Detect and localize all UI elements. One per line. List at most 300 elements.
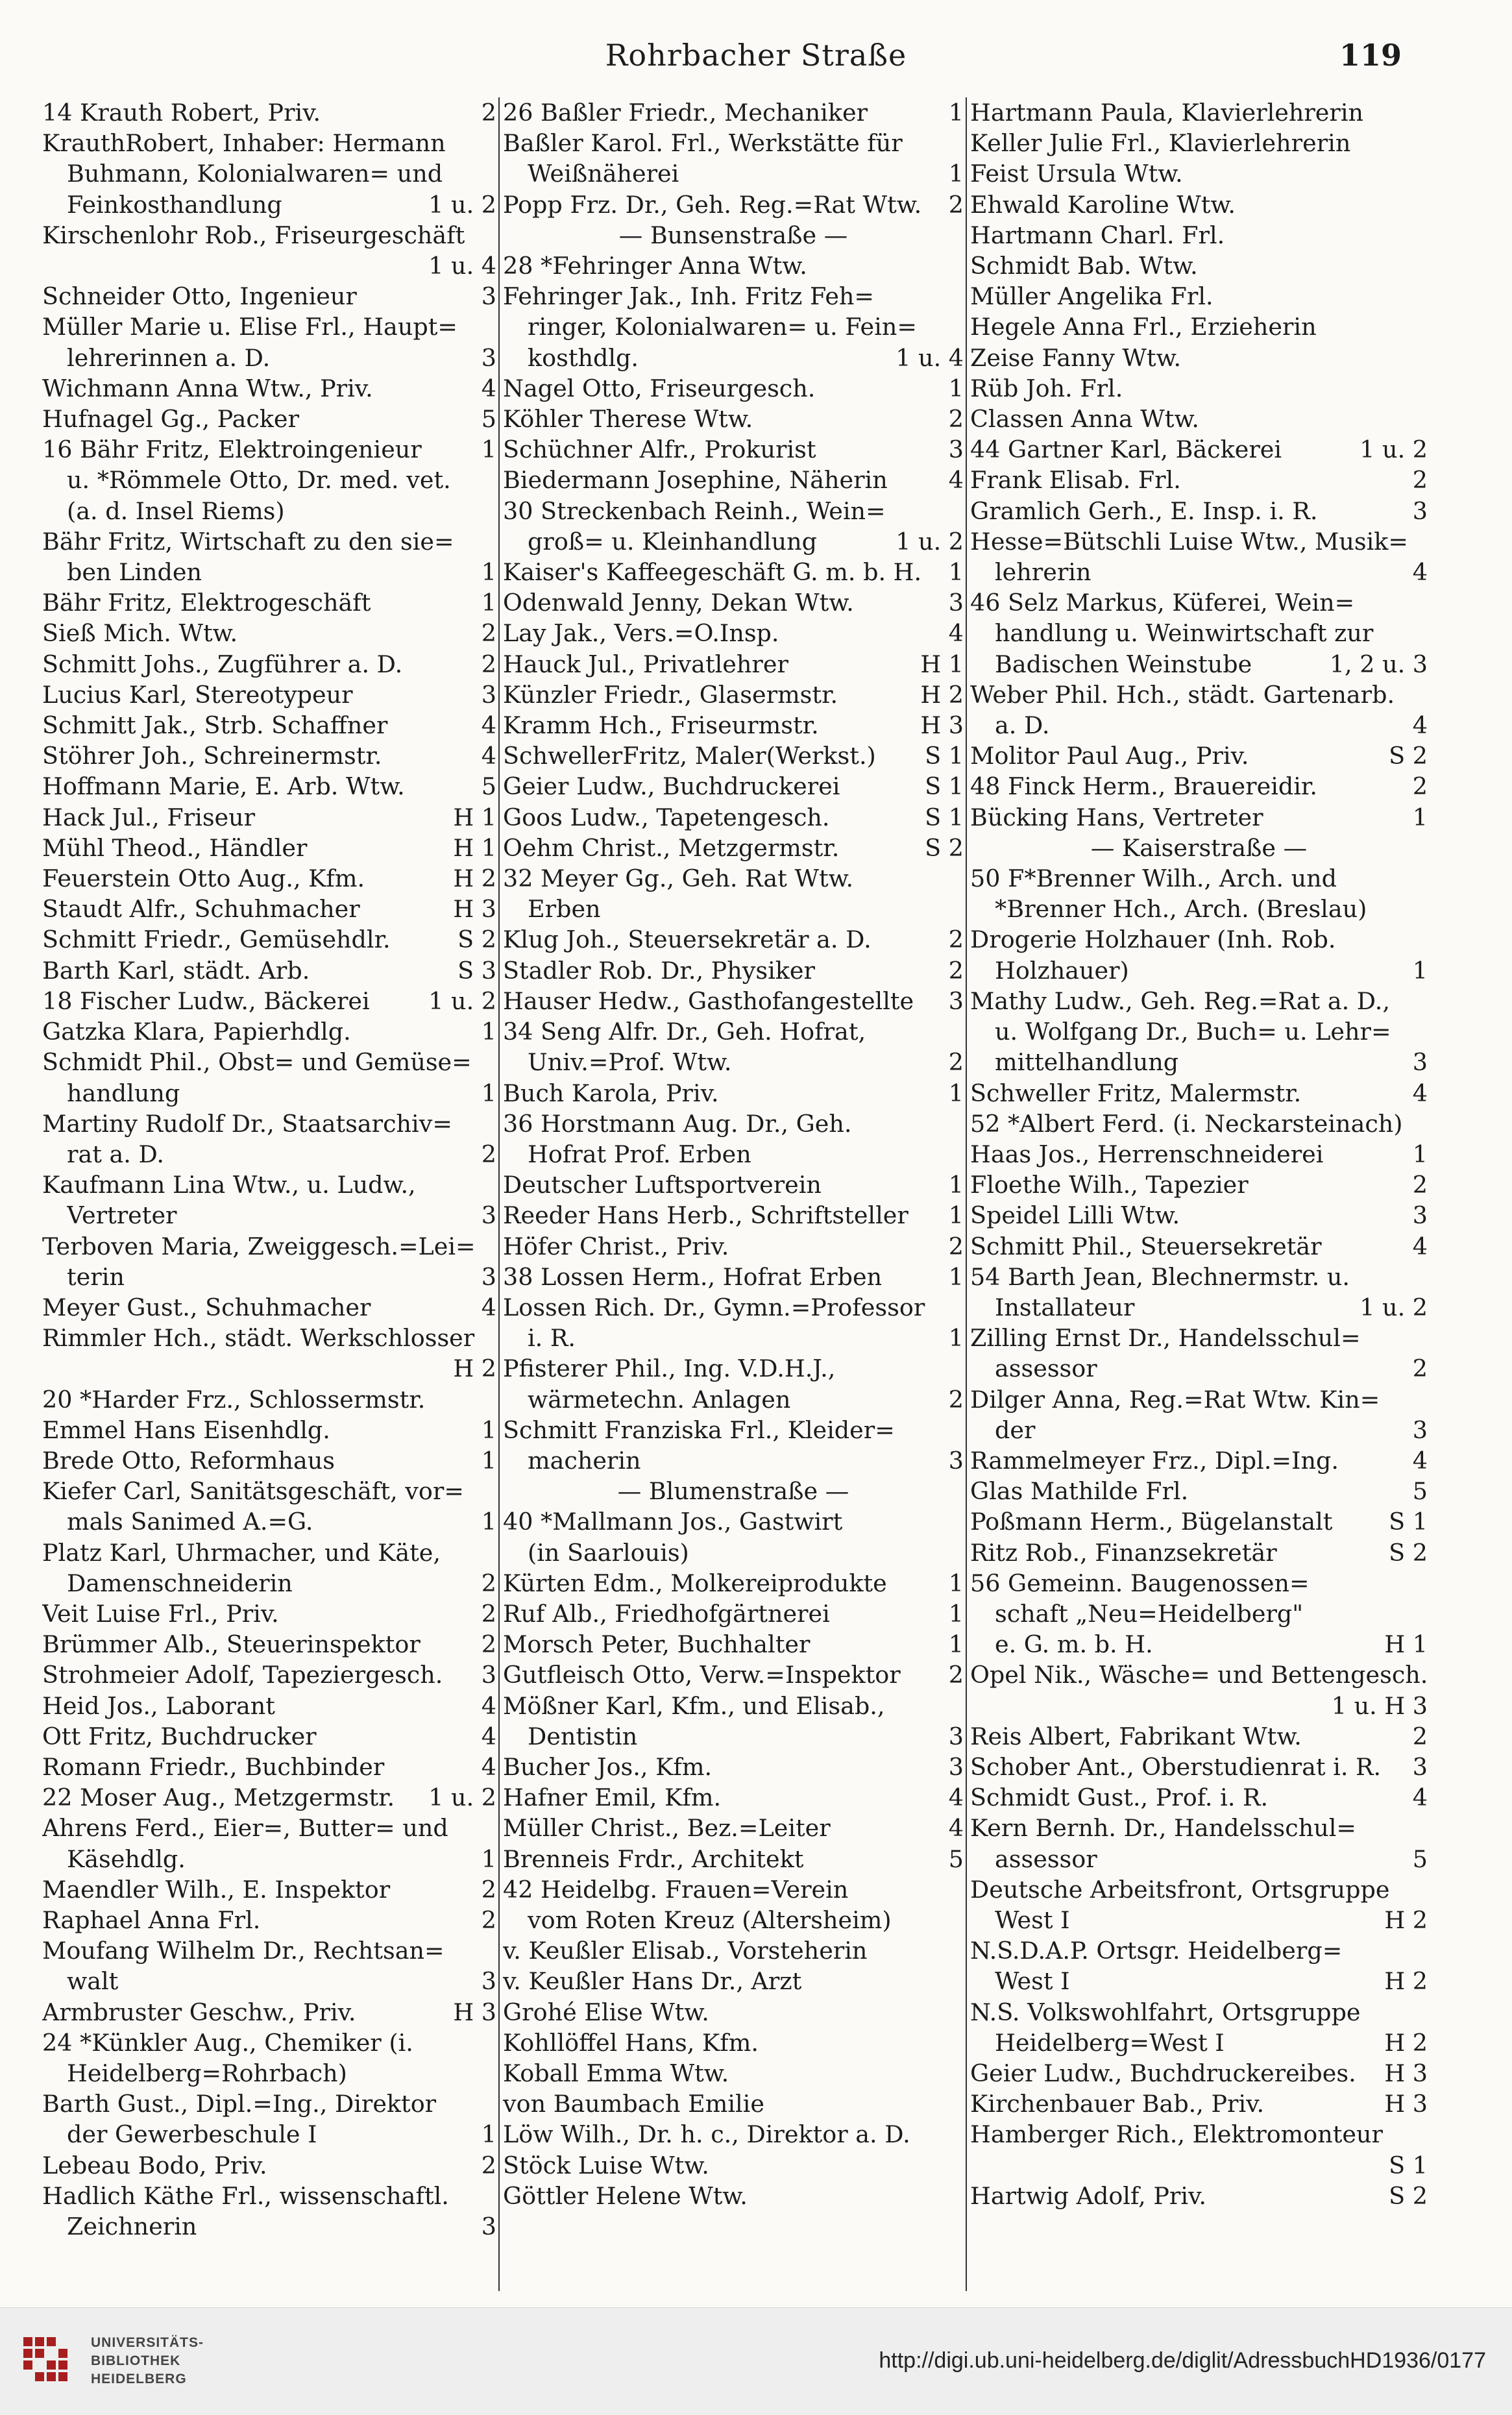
floor-number: 2: [948, 1385, 964, 1414]
floor-number: 4: [1412, 1784, 1428, 1812]
entry-text: 22 Moser Aug., Metzgermstr.: [42, 1784, 395, 1812]
entry-text: Buhmann, Kolonialwaren= und: [67, 160, 443, 188]
entry-text: Bucher Jos., Kfm.: [503, 1752, 713, 1781]
directory-entry: [970, 251, 1428, 281]
floor-number: H 3: [453, 895, 496, 924]
directory-entry: [970, 128, 1428, 158]
directory-entry: [970, 373, 1428, 404]
directory-entry: [970, 802, 1428, 833]
entry-text: von Baumbach Emilie: [503, 2090, 764, 2118]
entry-text: Schmidt Bab. Wtw.: [970, 252, 1198, 280]
directory-entry: [503, 1200, 964, 1231]
floor-number: S 3: [457, 956, 496, 985]
directory-entry: [42, 496, 496, 526]
directory-entry: [42, 465, 496, 495]
library-name-line: HEIDELBERG: [91, 2372, 187, 2386]
floor-number: S 1: [1389, 2151, 1428, 2179]
entry-text: handlung u. Weinwirtschaft zur: [995, 619, 1374, 648]
directory-entry: [42, 1813, 496, 1843]
floor-number: 3: [1412, 1416, 1428, 1444]
entry-text: Maendler Wilh., E. Inspektor: [42, 1875, 391, 1904]
floor-number: H 3: [920, 711, 964, 740]
entry-text: Brümmer Alb., Steuerinspektor: [42, 1630, 421, 1659]
entry-text: Floethe Wilh., Tapezier: [970, 1171, 1249, 1199]
floor-number: 1: [948, 160, 964, 188]
floor-number: 2: [481, 619, 496, 648]
floor-number: 1: [481, 2120, 496, 2149]
entry-text: Heid Jos., Laborant: [42, 1691, 275, 1720]
library-name: [91, 2334, 204, 2388]
directory-entry: [503, 1568, 964, 1599]
directory-entry: [503, 986, 964, 1016]
directory-entry: [42, 924, 496, 955]
directory-entry: [970, 220, 1428, 251]
directory-entry: [503, 1629, 964, 1660]
directory-entry: [503, 1292, 964, 1323]
entry-text: Schmidt Phil., Obst= und Gemüse=: [42, 1048, 472, 1077]
entry-text: Schmitt Franziska Frl., Kleider=: [503, 1416, 895, 1444]
entry-text: Veit Luise Frl., Priv.: [42, 1599, 279, 1628]
directory-entry: [503, 1231, 964, 1262]
floor-number: 1: [481, 589, 496, 617]
directory-entry: [503, 1353, 964, 1384]
directory-entry: [970, 1476, 1428, 1506]
entry-text: Schober Ant., Oberstudienrat i. R.: [970, 1752, 1382, 1781]
entry-text: ben Linden: [67, 558, 202, 587]
floor-number: 4: [1412, 1232, 1428, 1260]
floor-number: 3: [481, 2213, 496, 2241]
entry-text: Univ.=Prof. Wtw.: [528, 1048, 732, 1077]
directory-entry: [970, 649, 1428, 680]
directory-entry: [503, 1782, 964, 1813]
floor-number: S 2: [457, 926, 496, 954]
entry-text: 16 Bähr Fritz, Elektroingenieur: [42, 435, 422, 464]
directory-entry: [42, 343, 496, 373]
floor-number: 1: [948, 1262, 964, 1291]
directory-entry: [503, 618, 964, 648]
directory-entry: [42, 1599, 496, 1629]
entry-text: v. Keußler Elisab., Vorsteherin: [503, 1937, 868, 1965]
entry-text: Zeise Fanny Wtw.: [970, 343, 1182, 372]
entry-text: 20 *Harder Frz., Schlossermstr.: [42, 1385, 426, 1414]
entry-text: Opel Nik., Wäsche= und Bettengesch.: [970, 1661, 1428, 1689]
directory-entry: [970, 1752, 1428, 1782]
street-section-heading: [503, 1476, 964, 1506]
directory-entry: [42, 1139, 496, 1170]
entry-text: Haas Jos., Herrenschneiderei: [970, 1140, 1324, 1168]
directory-entry: [503, 1384, 964, 1415]
entry-text: Holzhauer): [995, 956, 1129, 985]
entry-text: Vertreter: [67, 1201, 177, 1230]
directory-entry: [42, 2211, 496, 2242]
directory-column-3: [970, 97, 1428, 2291]
entry-text: Hafner Emil, Kfm.: [503, 1784, 722, 1812]
directory-entry: [503, 97, 964, 128]
floor-number: H 1: [453, 833, 496, 862]
entry-text: Ott Fritz, Buchdrucker: [42, 1722, 317, 1750]
directory-entry: [42, 251, 496, 281]
floor-number: 1: [481, 1018, 496, 1046]
entry-text: Göttler Helene Wtw.: [503, 2181, 748, 2210]
entry-text: Hesse=Bütschli Luise Wtw., Musik=: [970, 527, 1408, 556]
floor-number: 3: [1412, 1201, 1428, 1230]
directory-entry: [503, 1016, 964, 1047]
entry-text: assessor: [995, 1845, 1097, 1873]
entry-text: Löw Wilh., Dr. h. c., Direktor a. D.: [503, 2120, 910, 2149]
directory-entry: [970, 2089, 1428, 2119]
entry-text: Kern Bernh. Dr., Handelsschul=: [970, 1814, 1356, 1843]
floor-number: 3: [481, 1262, 496, 1291]
floor-number: 1: [948, 1324, 964, 1353]
floor-number: 4: [948, 619, 964, 648]
entry-text: Schmitt Jak., Strb. Schaffner: [42, 711, 388, 740]
entry-text: 34 Seng Alfr. Dr., Geh. Hofrat,: [503, 1018, 866, 1046]
directory-entry: [970, 1506, 1428, 1537]
floor-number: H 2: [1384, 1967, 1428, 1996]
entry-text: Molitor Paul Aug., Priv.: [970, 742, 1249, 770]
directory-entry: [503, 373, 964, 404]
floor-number: S 2: [925, 833, 964, 862]
entry-text: 28 *Fehringer Anna Wtw.: [503, 252, 807, 280]
entry-text: 30 Streckenbach Reinh., Wein=: [503, 496, 886, 525]
directory-entry: [503, 1109, 964, 1139]
floor-number: 4: [481, 1293, 496, 1321]
floor-number: 2: [481, 1875, 496, 1904]
entry-text: 36 Horstmann Aug. Dr., Geh.: [503, 1109, 852, 1138]
directory-entry: [970, 1231, 1428, 1262]
floor-number: 3: [481, 1661, 496, 1689]
directory-entry: [503, 1047, 964, 1077]
directory-entry: [42, 618, 496, 648]
directory-entry: [42, 220, 496, 251]
entry-text: Installateur: [995, 1293, 1135, 1321]
entry-text: Müller Angelika Frl.: [970, 282, 1213, 311]
floor-number: 1: [948, 1569, 964, 1597]
directory-entry: [970, 190, 1428, 220]
entry-text: Hack Jul., Friseur: [42, 803, 256, 831]
entry-text: KrauthRobert, Inhaber: Hermann: [42, 129, 446, 158]
directory-entry: [970, 1966, 1428, 1996]
entry-text: Lucius Karl, Stereotypeur: [42, 680, 353, 709]
directory-entry: [503, 1323, 964, 1353]
entry-text: Mathy Ludw., Geh. Reg.=Rat a. D.,: [970, 987, 1390, 1015]
directory-entry: [42, 1935, 496, 1966]
floor-number: 3: [948, 1722, 964, 1750]
entry-text: West I: [995, 1967, 1070, 1996]
directory-entry: [42, 97, 496, 128]
directory-entry: [42, 1506, 496, 1537]
floor-number: 3: [948, 1752, 964, 1781]
entry-text: Lebeau Bodo, Priv.: [42, 2151, 267, 2179]
entry-text: Stöhrer Joh., Schreinermstr.: [42, 742, 382, 770]
directory-entry: [42, 1874, 496, 1905]
entry-text: Zeichnerin: [67, 2213, 197, 2241]
street-section-heading: [970, 833, 1428, 863]
entry-text: Pfisterer Phil., Ing. V.D.H.J.,: [503, 1355, 836, 1383]
directory-entry: [503, 128, 964, 158]
floor-number: 2: [1412, 1722, 1428, 1750]
entry-text: lehrerin: [995, 558, 1091, 587]
directory-entry: [42, 434, 496, 465]
directory-entry: [503, 741, 964, 771]
entry-text: Goos Ludw., Tapetengesch.: [503, 803, 830, 831]
directory-entry: [42, 680, 496, 710]
directory-entry: [503, 1139, 964, 1170]
page-number: 119: [1339, 38, 1402, 73]
entry-text: 14 Krauth Robert, Priv.: [42, 99, 321, 127]
directory-entry: [42, 2058, 496, 2089]
floor-number: 5: [1412, 1845, 1428, 1873]
floor-number: 5: [481, 405, 496, 434]
entry-text: Koball Emma Wtw.: [503, 2059, 729, 2087]
entry-text: Mühl Theod., Händler: [42, 833, 308, 862]
directory-entry: [970, 1353, 1428, 1384]
directory-entry: [503, 434, 964, 465]
entry-text: Schweller Fritz, Malermstr.: [970, 1079, 1302, 1107]
entry-text: Hauser Hedw., Gasthofangestellte: [503, 987, 914, 1015]
entry-text: Zilling Ernst Dr., Handelsschul=: [970, 1324, 1361, 1353]
directory-entry: [503, 1905, 964, 1935]
entry-text: Rammelmeyer Frz., Dipl.=Ing.: [970, 1446, 1339, 1475]
directory-entry: [503, 2058, 964, 2089]
entry-text: Romann Friedr., Buchbinder: [42, 1752, 385, 1781]
entry-text: 56 Gemeinn. Baugenossen=: [970, 1569, 1310, 1597]
directory-entry: [503, 190, 964, 220]
floor-number: H 1: [453, 803, 496, 831]
entry-text: Stadler Rob. Dr., Physiker: [503, 956, 815, 985]
floor-number: 2: [481, 1140, 496, 1168]
floor-number: 2: [1412, 1355, 1428, 1383]
directory-entry: [42, 1691, 496, 1721]
directory-entry: [503, 1415, 964, 1445]
floor-number: 3: [481, 680, 496, 709]
directory-entry: [970, 1538, 1428, 1568]
directory-entry: [970, 312, 1428, 342]
directory-entry: [42, 158, 496, 189]
directory-entry: [42, 1905, 496, 1935]
entry-text: Hamberger Rich., Elektromonteur: [970, 2120, 1383, 2149]
floor-number: 1: [948, 1630, 964, 1659]
directory-entry: [42, 1016, 496, 1047]
directory-entry: [970, 496, 1428, 526]
directory-entry: [970, 465, 1428, 495]
directory-entry: [503, 894, 964, 924]
directory-entry: [42, 2119, 496, 2150]
directory-entry: [970, 1323, 1428, 1353]
entry-text: 24 *Künkler Aug., Chemiker (i.: [42, 2028, 413, 2057]
permalink-url[interactable]: http://digi.ub.uni-heidelberg.de/diglit/AdressbuchHD1936/0177: [879, 2348, 1486, 2373]
directory-entry: [970, 1445, 1428, 1476]
entry-text: Damenschneiderin: [67, 1569, 293, 1597]
floor-number: 2: [1412, 466, 1428, 495]
page-title: Rohrbacher Straße: [605, 38, 907, 73]
entry-text: 32 Meyer Gg., Geh. Rat Wtw.: [503, 864, 854, 893]
directory-entry: [42, 2150, 496, 2181]
entry-text: Bähr Fritz, Elektrogeschäft: [42, 589, 371, 617]
floor-number: 2: [481, 1906, 496, 1934]
directory-entry: [503, 1506, 964, 1537]
directory-entry: [42, 863, 496, 894]
entry-text: Hoffmann Marie, E. Arb. Wtw.: [42, 772, 405, 801]
entry-text: Barth Karl, städt. Arb.: [42, 956, 310, 985]
floor-number: S 1: [1389, 1508, 1428, 1536]
directory-entry: [503, 526, 964, 557]
entry-text: Fehringer Jak., Inh. Fritz Feh=: [503, 282, 875, 311]
entry-text: vom Roten Kreuz (Altersheim): [528, 1906, 892, 1934]
directory-entry: [970, 2181, 1428, 2211]
entry-text: [970, 1691, 1326, 1721]
floor-number: 4: [481, 1752, 496, 1781]
entry-text: — Blumenstraße —: [617, 1477, 849, 1506]
directory-entry: [503, 158, 964, 189]
entry-text: wärmetechn. Anlagen: [528, 1385, 791, 1414]
directory-entry: [503, 496, 964, 526]
directory-entry: [42, 2181, 496, 2211]
entry-text: Ruf Alb., Friedhofgärtnerei: [503, 1599, 830, 1628]
entry-text: — Bunsenstraße —: [618, 221, 848, 249]
directory-entry: [970, 1997, 1428, 2028]
entry-text: Kramm Hch., Friseurmstr.: [503, 711, 819, 740]
directory-entry: [503, 771, 964, 802]
directory-entry: [970, 2150, 1428, 2181]
entry-text: Brenneis Frdr., Architekt: [503, 1845, 804, 1873]
entry-text: Grohé Elise Wtw.: [503, 1998, 709, 2026]
floor-number: 1: [948, 558, 964, 587]
floor-number: 4: [481, 374, 496, 402]
floor-number: S 2: [1389, 2181, 1428, 2210]
entry-text: Rüb Joh. Frl.: [970, 374, 1123, 402]
floor-number: 1: [481, 1845, 496, 1873]
floor-number: 2: [1412, 1171, 1428, 1199]
directory-entry: [42, 955, 496, 986]
entry-text: Martiny Rudolf Dr., Staatsarchiv=: [42, 1109, 452, 1138]
entry-text: Kaiser's Kaffeegeschäft G. m. b. H.: [503, 558, 922, 587]
entry-text: Moufang Wilhelm Dr., Rechtsan=: [42, 1937, 445, 1965]
floor-number: 1: [948, 1599, 964, 1628]
directory-entry: [970, 1813, 1428, 1843]
floor-number: 4: [948, 1814, 964, 1843]
directory-entry: [503, 465, 964, 495]
directory-entry: [970, 1415, 1428, 1445]
floor-number: 2: [948, 405, 964, 434]
entry-text: mals Sanimed A.=G.: [67, 1508, 313, 1536]
directory-entry: [503, 1599, 964, 1629]
floor-number: 5: [948, 1845, 964, 1873]
entry-text: 38 Lossen Herm., Hofrat Erben: [503, 1262, 883, 1291]
floor-number: 3: [948, 589, 964, 617]
entry-text: Strohmeier Adolf, Tapeziergesch.: [42, 1661, 443, 1689]
entry-text: Buch Karola, Priv.: [503, 1079, 719, 1107]
directory-entry: [503, 281, 964, 312]
entry-text: Gramlich Gerh., E. Insp. i. R.: [970, 496, 1318, 525]
entry-text: (in Saarlouis): [528, 1538, 689, 1567]
entry-text: Brede Otto, Reformhaus: [42, 1446, 335, 1475]
floor-number: 1: [948, 1201, 964, 1230]
entry-text: macherin: [528, 1446, 641, 1475]
entry-text: Barth Gust., Dipl.=Ing., Direktor: [42, 2090, 437, 2118]
floor-number: 1: [481, 1446, 496, 1475]
entry-text: Dilger Anna, Reg.=Rat Wtw. Kin=: [970, 1385, 1380, 1414]
directory-entry: [42, 1353, 496, 1384]
entry-text: der Gewerbeschule I: [67, 2120, 317, 2149]
directory-entry: [42, 1997, 496, 2028]
entry-text: Popp Frz. Dr., Geh. Reg.=Rat Wtw.: [503, 190, 922, 219]
directory-entry: [970, 1599, 1428, 1629]
directory-entry: [503, 833, 964, 863]
floor-number: 2: [1412, 772, 1428, 801]
directory-entry: [970, 1782, 1428, 1813]
directory-entry: [970, 680, 1428, 710]
floor-number: 3: [1412, 1048, 1428, 1077]
directory-entry: [503, 1966, 964, 1996]
entry-text: Reeder Hans Herb., Schriftsteller: [503, 1201, 908, 1230]
directory-entry: [503, 1170, 964, 1200]
entry-text: Schmidt Gust., Prof. i. R.: [970, 1784, 1269, 1812]
directory-entry: [503, 2181, 964, 2211]
entry-text: Käsehdlg.: [67, 1845, 186, 1873]
entry-text: 46 Selz Markus, Küferei, Wein=: [970, 589, 1355, 617]
directory-entry: [970, 1262, 1428, 1292]
directory-entry: [970, 1568, 1428, 1599]
column-divider: [966, 97, 967, 2291]
floor-number: 1: [1412, 803, 1428, 831]
entry-text: Köhler Therese Wtw.: [503, 405, 753, 434]
entry-text: kosthdlg.: [528, 343, 639, 372]
floor-number: 3: [948, 1446, 964, 1475]
footer-bar: [0, 2307, 1512, 2415]
directory-entry: [970, 1905, 1428, 1935]
directory-entry: [42, 2089, 496, 2119]
directory-entry: [970, 1844, 1428, 1874]
floor-number: 3: [481, 282, 496, 311]
floor-number: 1: [948, 374, 964, 402]
entry-text: assessor: [995, 1355, 1097, 1383]
floor-number: H 2: [1384, 2028, 1428, 2057]
entry-text: 40 *Mallmann Jos., Gastwirt: [503, 1508, 843, 1536]
floor-number: 1, 2 u. 3: [1329, 650, 1428, 678]
directory-entry: [42, 1323, 496, 1353]
directory-entry: [42, 1384, 496, 1415]
directory-entry: [42, 1629, 496, 1660]
directory-entry: [503, 2119, 964, 2150]
university-library-logo-icon: [19, 2331, 78, 2389]
entry-text: Schmitt Friedr., Gemüsehdlr.: [42, 926, 391, 954]
entry-text: Poßmann Herm., Bügelanstalt: [970, 1508, 1333, 1536]
directory-entry: [42, 1445, 496, 1476]
floor-number: 1: [1412, 1140, 1428, 1168]
entry-text: Müller Christ., Bez.=Leiter: [503, 1814, 831, 1843]
floor-number: 4: [481, 742, 496, 770]
directory-entry: [503, 1262, 964, 1292]
floor-number: 1 u. 2: [1360, 435, 1428, 464]
column-divider: [498, 97, 500, 2291]
directory-entry: [42, 1844, 496, 1874]
floor-number: 1: [948, 1079, 964, 1107]
floor-number: 4: [1412, 711, 1428, 740]
floor-number: 1 u. H 3: [1331, 1691, 1428, 1720]
entry-text: Badischen Weinstube: [995, 650, 1252, 678]
directory-entry: [42, 373, 496, 404]
entry-text: Hegele Anna Frl., Erzieherin: [970, 313, 1317, 341]
entry-text: a. D.: [995, 711, 1050, 740]
entry-text: Frank Elisab. Frl.: [970, 466, 1181, 495]
floor-number: S 1: [925, 803, 964, 831]
entry-text: Weber Phil. Hch., städt. Gartenarb.: [970, 680, 1395, 709]
directory-entry: [42, 833, 496, 863]
entry-text: Feist Ursula Wtw.: [970, 160, 1183, 188]
entry-text: Kürten Edm., Molkereiprodukte: [503, 1569, 887, 1597]
entry-text: Biedermann Josephine, Näherin: [503, 466, 888, 495]
